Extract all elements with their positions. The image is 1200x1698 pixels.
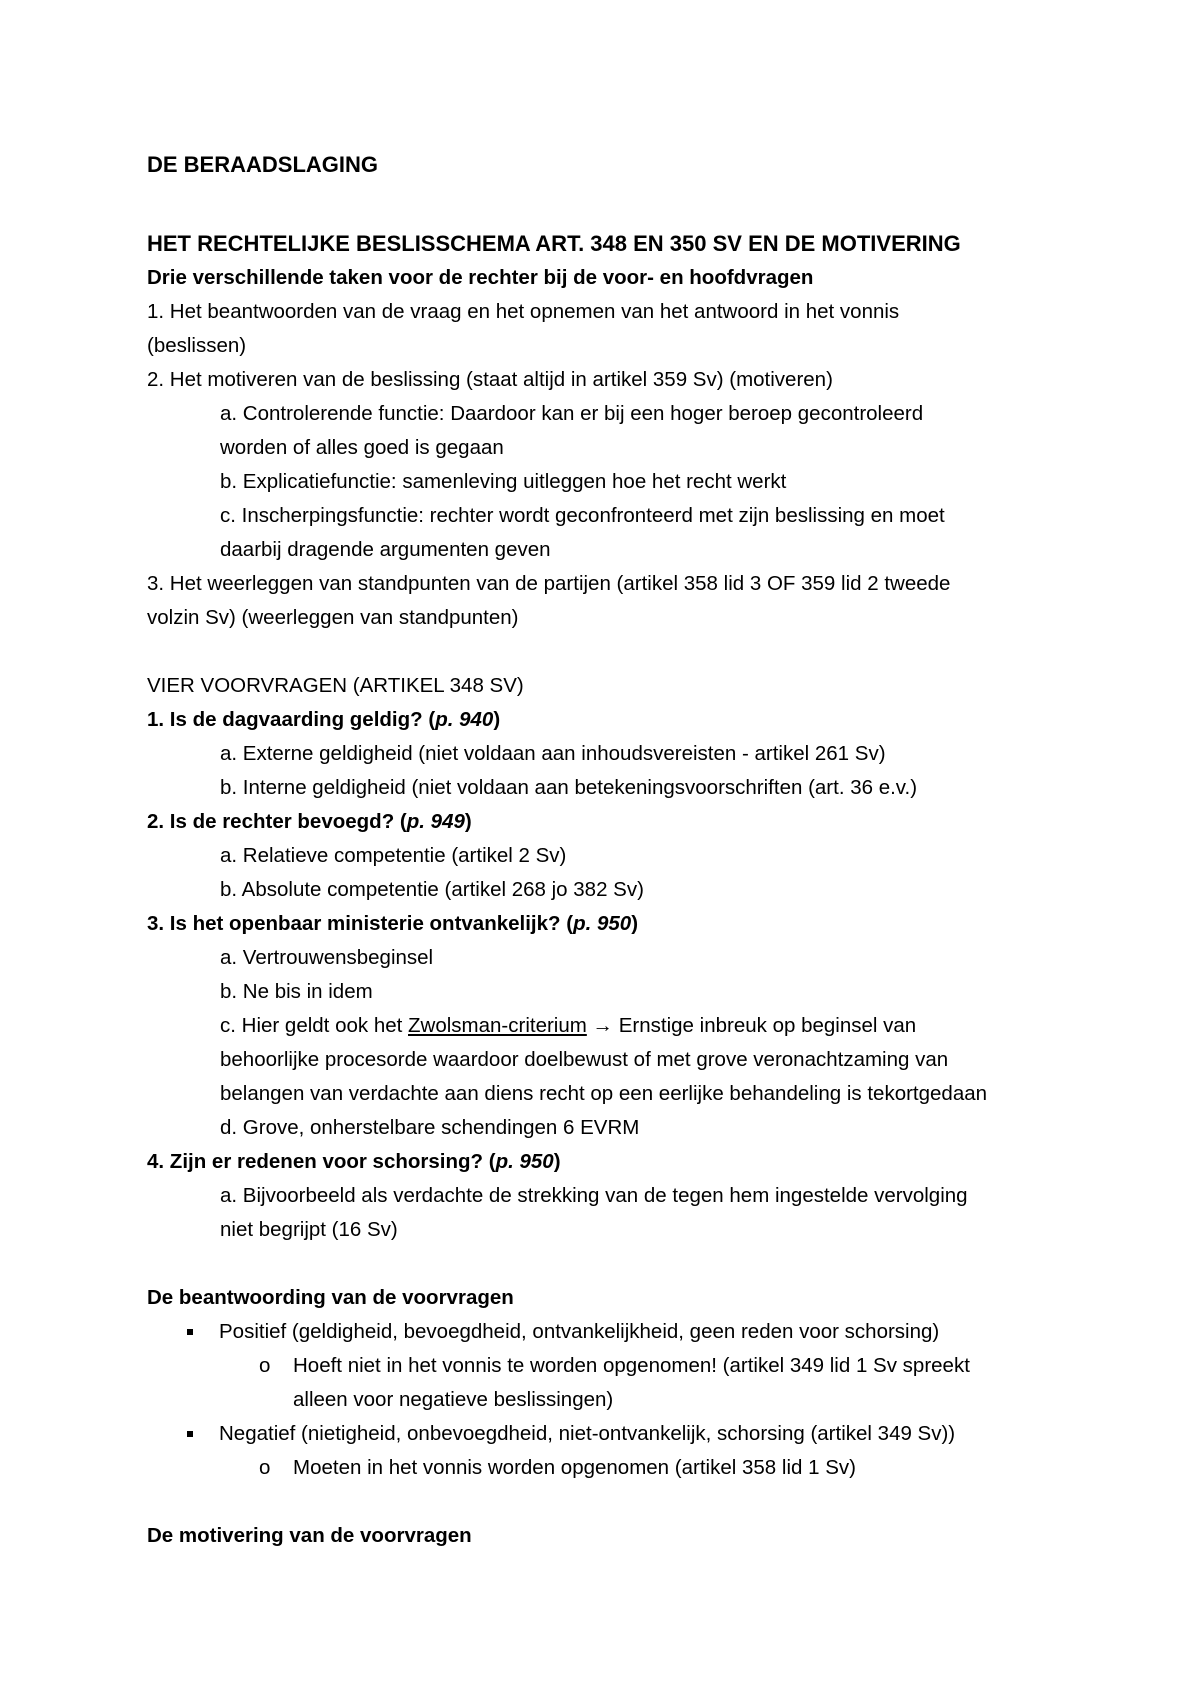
question-1 [147, 703, 1077, 737]
question-4 [147, 1145, 1077, 1179]
question-1b: b. Interne geldigheid (niet voldaan aan betekeningsvoorschriften (art. 36 e.v.) [220, 776, 918, 799]
bullet-negatief [147, 1417, 1077, 1451]
question-4a-line-1: a. Bijvoorbeeld als verdachte de strekking van de tegen hem ingestelde vervolging [220, 1184, 968, 1207]
bullet-positief-text: Positief (geldigheid, bevoegdheid, ontvankelijkheid, geen reden voor schorsing) [219, 1320, 940, 1343]
question-3-close: ) [631, 912, 639, 935]
question-3-text: 3. Is het openbaar ministerie ontvankelijk? ( [147, 912, 574, 935]
task-2a-line-2: worden of alles goed is gegaan [220, 436, 504, 459]
section-heading-motivering: De motivering van de voorvragen [147, 1524, 472, 1547]
question-4-close: ) [553, 1150, 561, 1173]
question-3d: d. Grove, onherstelbare schendingen 6 EVRM [220, 1116, 640, 1139]
square-bullet-icon [187, 1329, 193, 1335]
circle-bullet-icon: o [259, 1354, 271, 1377]
bullet-negatief-text: Negatief (nietigheid, onbevoegdheid, niet-ontvankelijk, schorsing (artikel 349 Sv)) [219, 1422, 956, 1445]
sub-bullet-negatief [147, 1451, 1077, 1485]
arrow-right-icon: → [592, 1014, 614, 1037]
question-2b: b. Absolute competentie (artikel 268 jo 382 Sv) [220, 878, 644, 901]
task-2c-line-2: daarbij dragende argumenten geven [220, 538, 551, 561]
question-1-text: 1. Is de dagvaarding geldig? ( [147, 708, 436, 731]
task-2: 2. Het motiveren van de beslissing (staat altijd in artikel 359 Sv) (motiveren) [147, 368, 833, 391]
task-2a-line-1: a. Controlerende functie: Daardoor kan er bij een hoger beroep gecontroleerd [220, 402, 924, 425]
question-2-text: 2. Is de rechter bevoegd? ( [147, 810, 407, 833]
question-1-close: ) [493, 708, 501, 731]
circle-bullet-icon: o [259, 1456, 271, 1479]
document-title: DE BERAADSLAGING [147, 152, 379, 177]
question-2-page-ref: p. 949 [406, 810, 465, 833]
question-2a: a. Relatieve competentie (artikel 2 Sv) [220, 844, 567, 867]
question-3c-prefix: c. Hier geldt ook het [220, 1014, 409, 1037]
question-2-close: ) [464, 810, 472, 833]
subheading-drie-taken: Drie verschillende taken voor de rechter bij de voor- en hoofdvragen [147, 266, 814, 289]
task-2b: b. Explicatiefunctie: samenleving uitleggen hoe het recht werkt [220, 470, 787, 493]
task-3-line-1: 3. Het weerleggen van standpunten van de partijen (artikel 358 lid 3 OF 359 lid 2 tweede [147, 572, 951, 595]
question-2 [147, 805, 1077, 839]
task-1-line-2: (beslissen) [147, 334, 247, 357]
question-3c-line-2: behoorlijke procesorde waardoor doelbewust of met grove veronachtzaming van [220, 1048, 949, 1071]
sub-bullet-positief-line-2: alleen voor negatieve beslissingen) [293, 1388, 614, 1411]
bullet-positief [147, 1315, 1077, 1349]
document-page [147, 148, 1077, 1553]
question-3c-line-3: belangen van verdachte aan diens recht op een eerlijke behandeling is tekortgedaan [220, 1082, 988, 1105]
square-bullet-icon [187, 1431, 193, 1437]
question-4-page-ref: p. 950 [495, 1150, 554, 1173]
zwolsman-criterium-link: Zwolsman-criterium [408, 1014, 587, 1037]
task-1-line-1: 1. Het beantwoorden van de vraag en het opnemen van het antwoord in het vonnis [147, 300, 900, 323]
sub-bullet-positief-line-1 [147, 1349, 1077, 1383]
question-4-text: 4. Zijn er redenen voor schorsing? ( [147, 1150, 496, 1173]
section-heading-voorvragen: VIER VOORVRAGEN (ARTIKEL 348 SV) [147, 674, 524, 697]
question-1-page-ref: p. 940 [435, 708, 494, 731]
question-3a: a. Vertrouwensbeginsel [220, 946, 434, 969]
question-3b: b. Ne bis in idem [220, 980, 373, 1003]
task-3-line-2: volzin Sv) (weerleggen van standpunten) [147, 606, 519, 629]
task-2c-line-1: c. Inscherpingsfunctie: rechter wordt geconfronteerd met zijn beslissing en moet [220, 504, 945, 527]
question-3 [147, 907, 1077, 941]
sub-bullet-negatief-text: Moeten in het vonnis worden opgenomen (artikel 358 lid 1 Sv) [293, 1456, 856, 1479]
section-heading-beslisschema: HET RECHTELIJKE BESLISSCHEMA ART. 348 EN 350 SV EN DE MOTIVERING [147, 231, 961, 256]
question-3c-line-1 [147, 1009, 1077, 1043]
sub-bullet-positief-text: Hoeft niet in het vonnis te worden opgenomen! (artikel 349 lid 1 Sv spreekt [293, 1354, 970, 1377]
question-4a-line-2: niet begrijpt (16 Sv) [220, 1218, 398, 1241]
question-3-page-ref: p. 950 [573, 912, 632, 935]
question-3c-suffix: Ernstige inbreuk op beginsel van [613, 1014, 917, 1037]
question-1a: a. Externe geldigheid (niet voldaan aan inhoudsvereisten - artikel 261 Sv) [220, 742, 886, 765]
section-heading-beantwoording: De beantwoording van de voorvragen [147, 1286, 514, 1309]
